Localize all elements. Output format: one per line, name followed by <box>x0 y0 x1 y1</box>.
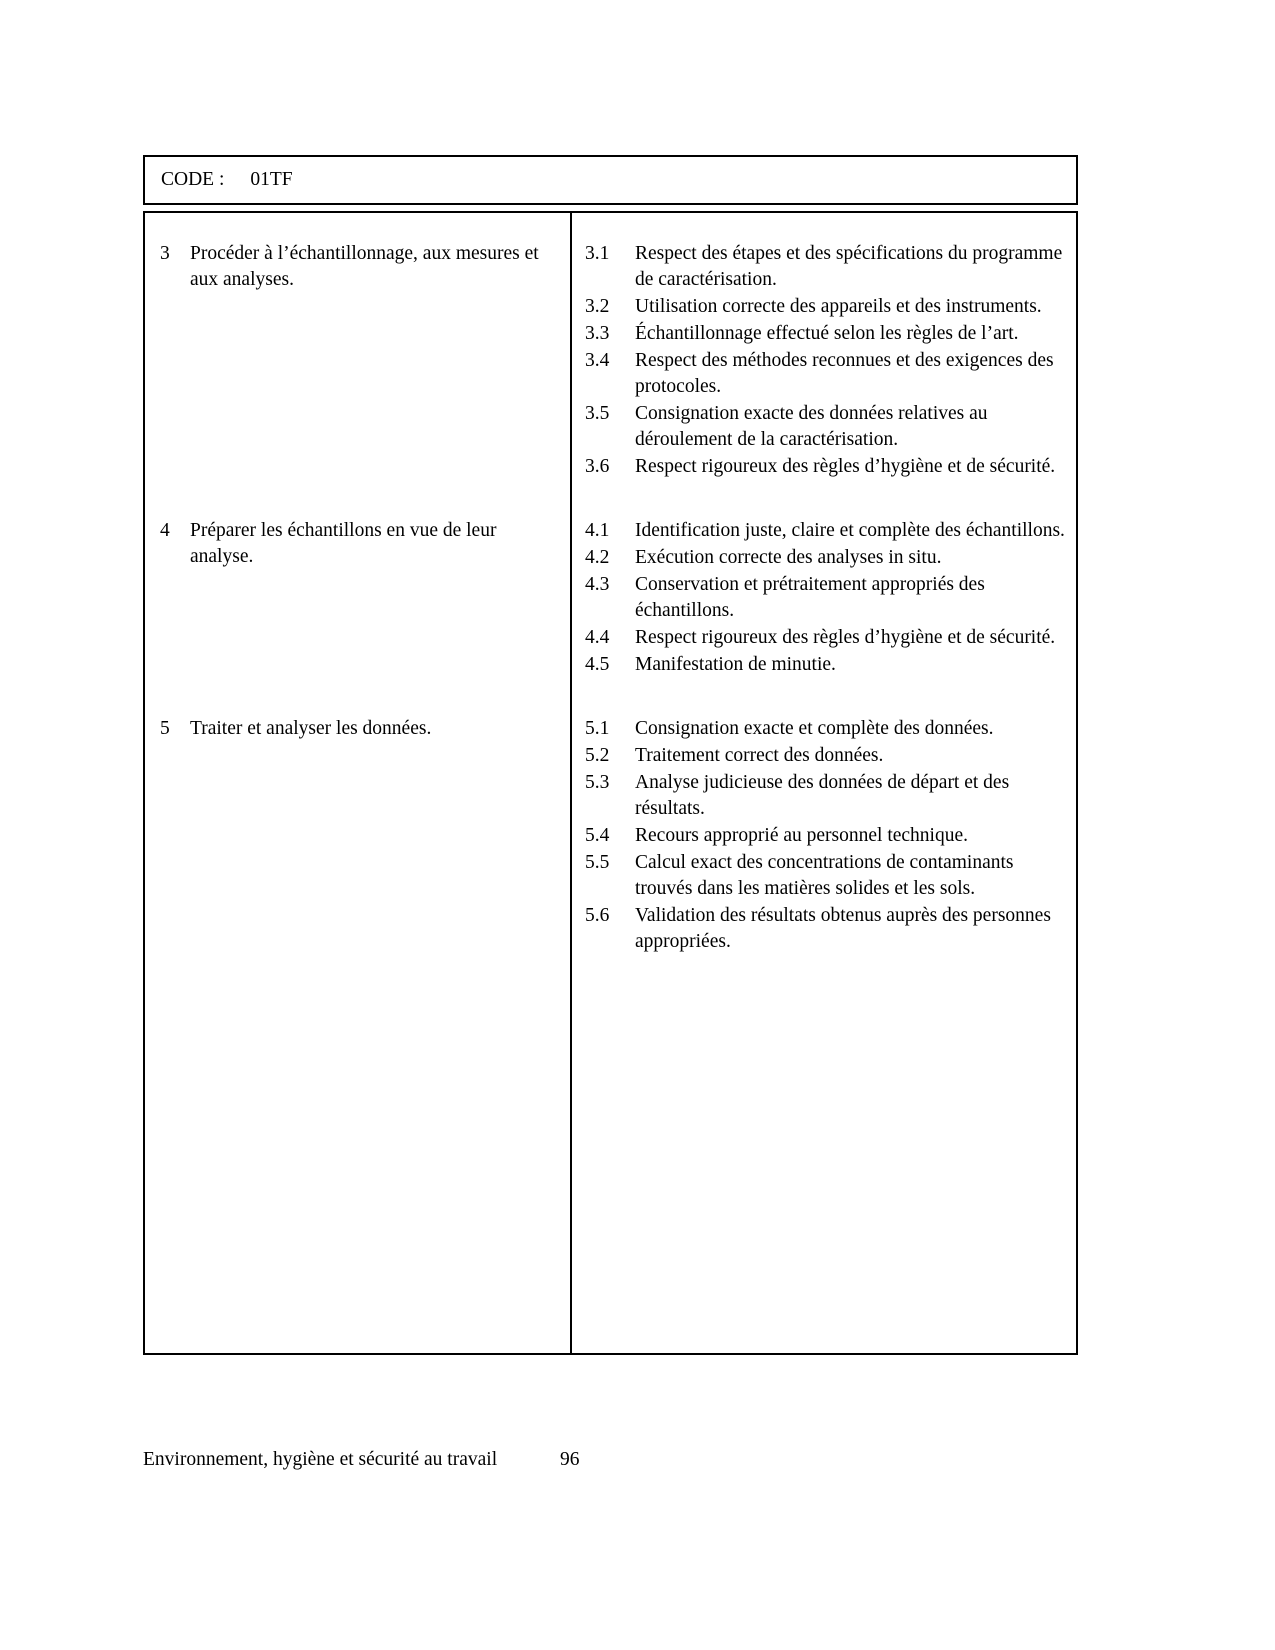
criterion-text: Conservation et prétraitement appropriés des échantillons. <box>635 574 985 621</box>
code-value: 01TF <box>250 169 293 190</box>
criterion-text: Validation des résultats obtenus auprès des personnes appropriées. <box>635 905 1051 952</box>
criterion-item <box>585 545 1072 571</box>
table-rows-container <box>145 213 1076 1353</box>
criterion-number: 3.3 <box>585 323 610 344</box>
footer-title: Environnement, hygiène et sécurité au travail <box>143 1449 498 1470</box>
criterion-text: Respect rigoureux des règles d’hygiène et de sécurité. <box>635 456 1056 477</box>
criterion-text: Traitement correct des données. <box>635 745 884 766</box>
criterion-text: Recours approprié au personnel technique. <box>635 825 969 846</box>
task-item <box>160 716 556 742</box>
criterion-item <box>585 572 1072 624</box>
criterion-text: Exécution correcte des analyses in situ. <box>635 547 942 568</box>
criterion-text: Respect des méthodes reconnues et des exigences des protocoles. <box>635 350 1054 397</box>
footer-page-number: 96 <box>560 1449 580 1470</box>
criterion-number: 5.1 <box>585 718 610 739</box>
criterion-text: Échantillonnage effectué selon les règles de l’art. <box>635 323 1019 344</box>
criterion-item <box>585 294 1072 320</box>
table-row <box>145 241 1076 481</box>
task-cell <box>145 518 570 679</box>
criteria-cell <box>570 716 1076 956</box>
task-text: Procéder à l’échantillonnage, aux mesures et aux analyses. <box>190 243 539 290</box>
criterion-number: 4.5 <box>585 654 610 675</box>
criterion-number: 5.6 <box>585 905 610 926</box>
criterion-number: 4.2 <box>585 547 610 568</box>
criterion-number: 5.2 <box>585 745 610 766</box>
task-number: 3 <box>160 243 170 264</box>
criterion-number: 3.2 <box>585 296 610 317</box>
task-number: 4 <box>160 520 170 541</box>
criterion-item <box>585 770 1072 822</box>
criterion-text: Analyse judicieuse des données de départ et des résultats. <box>635 772 1010 819</box>
code-label: CODE : <box>161 169 225 190</box>
criterion-number: 5.4 <box>585 825 610 846</box>
criterion-item <box>585 743 1072 769</box>
criterion-text: Utilisation correcte des appareils et des instruments. <box>635 296 1042 317</box>
criterion-item <box>585 652 1072 678</box>
task-text: Préparer les échantillons en vue de leur analyse. <box>190 520 497 567</box>
task-text: Traiter et analyser les données. <box>190 718 432 739</box>
task-item <box>160 518 556 570</box>
criterion-item <box>585 716 1072 742</box>
criterion-number: 3.1 <box>585 243 610 264</box>
task-item <box>160 241 556 293</box>
task-cell <box>145 716 570 956</box>
criterion-number: 4.4 <box>585 627 610 648</box>
criterion-text: Respect rigoureux des règles d’hygiène et de sécurité. <box>635 627 1056 648</box>
criterion-number: 5.5 <box>585 852 610 873</box>
criterion-item <box>585 625 1072 651</box>
code-header-box <box>143 155 1078 205</box>
criterion-item <box>585 903 1072 955</box>
criterion-text: Consignation exacte et complète des données. <box>635 718 994 739</box>
criterion-number: 5.3 <box>585 772 610 793</box>
criterion-text: Manifestation de minutie. <box>635 654 836 675</box>
criterion-number: 3.6 <box>585 456 610 477</box>
criterion-text: Consignation exacte des données relatives au déroulement de la caractérisation. <box>635 403 988 450</box>
page-footer <box>143 1447 843 1473</box>
criterion-number: 4.3 <box>585 574 610 595</box>
criterion-item <box>585 823 1072 849</box>
criterion-item <box>585 518 1072 544</box>
criteria-table <box>143 211 1078 1355</box>
criterion-item <box>585 401 1072 453</box>
task-cell <box>145 241 570 481</box>
criteria-cell <box>570 518 1076 679</box>
criterion-item <box>585 850 1072 902</box>
criterion-item <box>585 348 1072 400</box>
criterion-text: Calcul exact des concentrations de contaminants trouvés dans les matières solides et les sols. <box>635 852 1014 899</box>
task-number: 5 <box>160 718 170 739</box>
criterion-item <box>585 454 1072 480</box>
criterion-number: 4.1 <box>585 520 610 541</box>
criterion-item <box>585 321 1072 347</box>
criterion-text: Respect des étapes et des spécifications du programme de caractérisation. <box>635 243 1063 290</box>
table-row <box>145 518 1076 679</box>
criterion-item <box>585 241 1072 293</box>
criterion-text: Identification juste, claire et complète des échantillons. <box>635 520 1065 541</box>
criterion-number: 3.5 <box>585 403 610 424</box>
criterion-number: 3.4 <box>585 350 610 371</box>
table-row <box>145 716 1076 956</box>
criteria-cell <box>570 241 1076 481</box>
column-divider-line <box>570 213 572 1353</box>
